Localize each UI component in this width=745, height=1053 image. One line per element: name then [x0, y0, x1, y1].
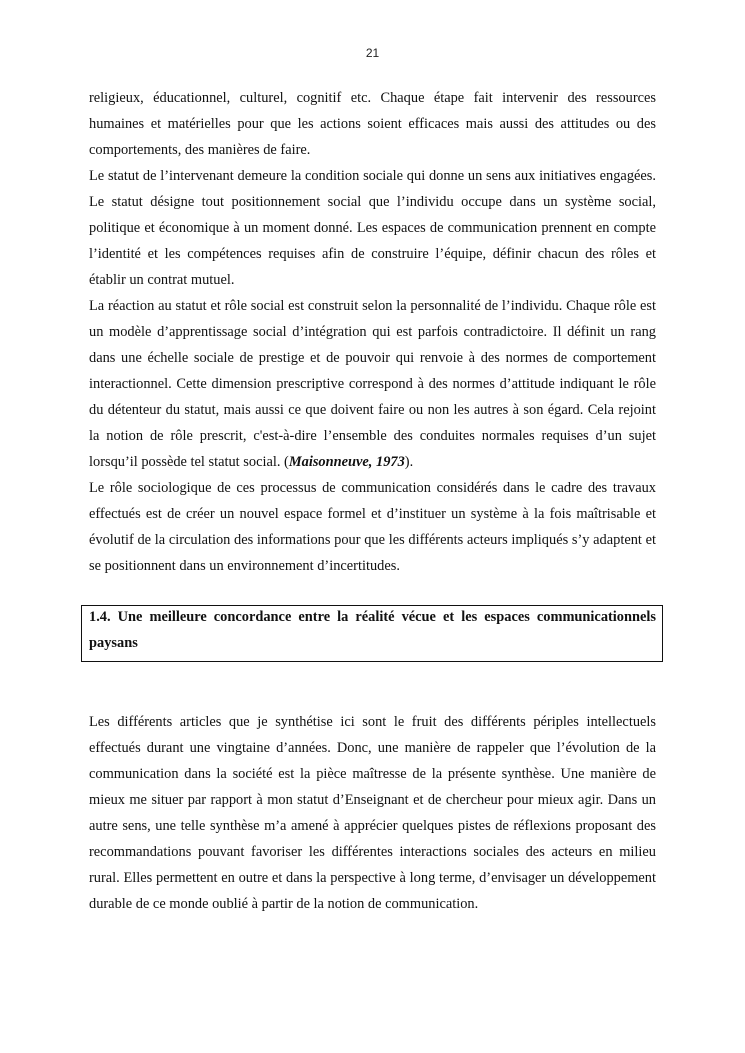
paragraph-synthesis: Les différents articles que je synthétise ici sont le fruit des différents périples intellectuels effectués durant une vingtaine d’années. Donc, une manière de rappeler que l’évolution de la communication dans la société est la pièce maîtresse de la présente synthèse. Une manière de mieux me situer par rapport à mon statut d’Enseignant et de chercheur pour mieux agir. Dans un autre sens, une telle synthèse m’a amené à apprécier quelques pistes de réflexions proposant des recommandations pouvant favoriser les différentes interactions sociales des acteurs en milieu rural. Elles permettent en outre et dans la perspective à long terme, d’envisager un développement durable de ce monde oublié à partir de la notion de communication. — [89, 714, 656, 912]
paragraph-resources: religieux, éducationnel, culturel, cognitif etc. Chaque étape fait intervenir des ressources humaines et matérielles pour que les actions soient efficaces mais aussi des attitudes ou des comportements, des manières de faire. — [89, 90, 656, 158]
citation-reference: Maisonneuve, 1973 — [288, 454, 405, 470]
page-number: 21 — [365, 46, 380, 60]
body-text-top — [89, 85, 656, 579]
section-heading: 1.4. Une meilleure concordance entre la réalité vécue et les espaces communicationnels paysans — [89, 609, 656, 651]
paragraph-status: Le statut de l’intervenant demeure la condition sociale qui donne un sens aux initiatives engagées. Le statut désigne tout positionnement social que l’individu occupe dans un système social, politique et économique à un moment donné. Les espaces de communication prennent en compte l’identité et les compétences requises afin de construire l’équipe, définir chacun des rôles et établir un contrat mutuel. — [89, 168, 656, 288]
citation-close: ). — [404, 454, 414, 470]
section-heading-box — [81, 605, 663, 662]
body-text-bottom — [89, 709, 656, 917]
paragraph-social-role-text: La réaction au statut et rôle social est construit selon la personnalité de l’individu. Chaque rôle est un modèle d’apprentissage social d’intégration qui est parfois contradictoire. Il définit un rang dans une échelle sociale de prestige et de pouvoir qui renvoie à des normes de comportement interactionnel. Cette dimension prescriptive correspond à des normes d’attitude indiquant le rôle du détenteur du statut, mais aussi ce que doivent faire ou non les autres à son égard. Cela rejoint la notion de rôle prescrit, c'est-à-dire l’ensemble des conduites normales requises d’un sujet lorsqu’il possède tel statut social. ( — [89, 298, 656, 470]
paragraph-sociological-role: Le rôle sociologique de ces processus de communication considérés dans le cadre des travaux effectués est de créer un nouvel espace formel et d’instituer un système à la fois maîtrisable et évolutif de la circulation des informations pour que les différents acteurs impliqués s’y adaptent et se positionnent dans un environnement d’incertitudes. — [89, 480, 656, 574]
paragraph-social-role — [89, 293, 656, 475]
